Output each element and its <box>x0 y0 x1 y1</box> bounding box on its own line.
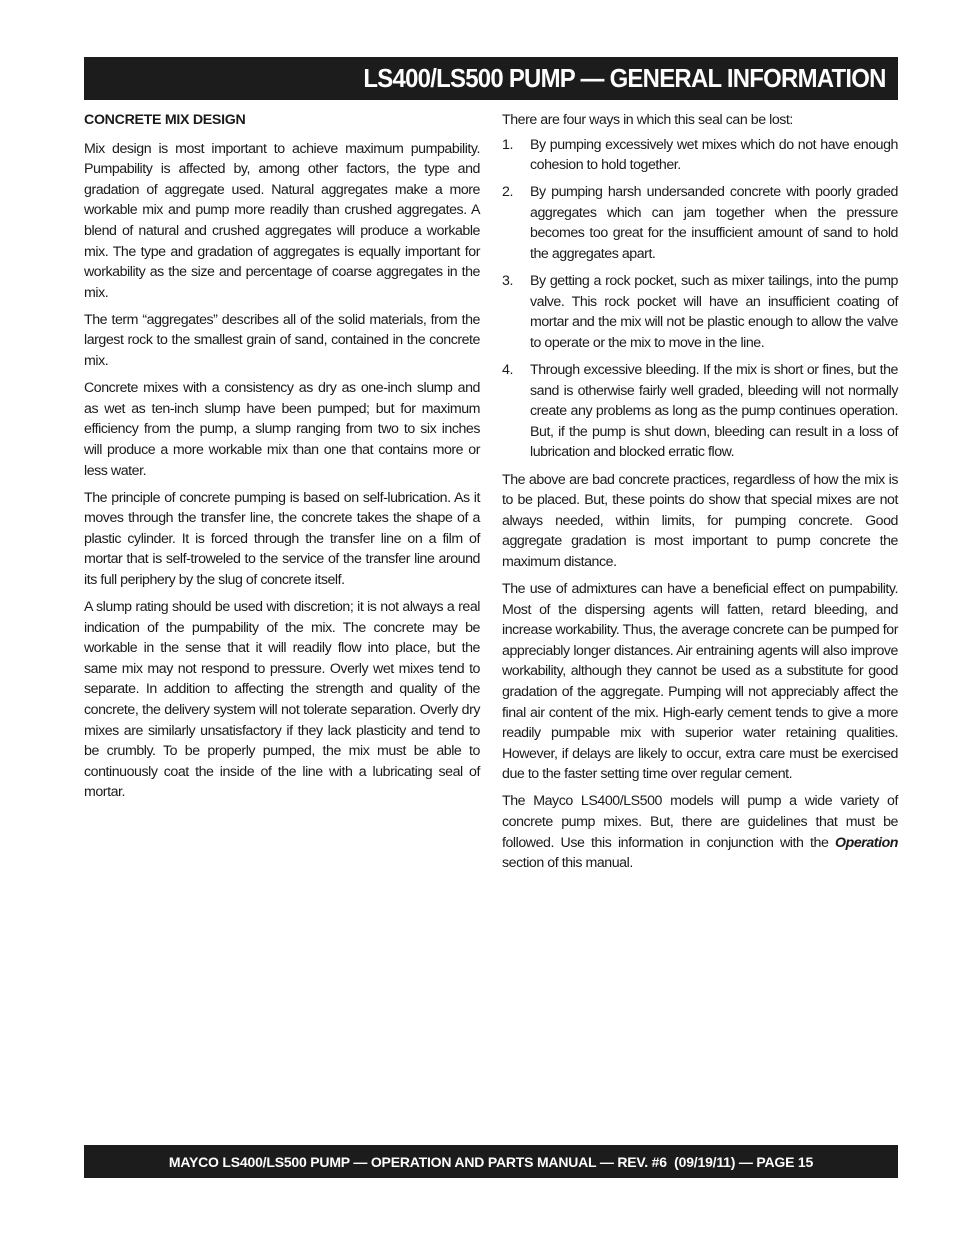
left-column <box>84 110 480 810</box>
paragraph: The term “aggregates” describes all of the solid materials, from the largest rock to the smallest grain of sand, contained in the concrete mix. <box>84 311 480 370</box>
paragraph: The principle of concrete pumping is based on self-lubrication. As it moves through the transfer line, the concrete takes the shape of a plastic cylinder. It is forced through the transfer line on a film of mortar that is self-troweled to the service of the transfer line around its full periphery by the slug of concrete itself. <box>84 489 480 588</box>
paragraph: Mix design is most important to achieve maximum pumpability. Pumpability is affected by, among other factors, the type and gradation of aggregate used. Natural aggregates make a more workable mix and pump more readily than crushed aggregates. A blend of natural and crushed aggregates will produce a workable mix. The type and gradation of aggregates is equally important for workability as the size and percentage of coarse aggregates in the mix. <box>84 140 480 301</box>
paragraph: A slump rating should be used with discretion; it is not always a real indication of the pumpability of the mix. The concrete may be workable in the sense that it will readily flow into place, but the same mix may not respond to pressure. Overly wet mixes tend to separate. In addition to affecting the strength and quality of the concrete, the delivery system will not tolerate separation. Overly dry mixes are similarly unsatisfactory if they lack plasticity and tend to be crumbly. To be properly pumped, the mix must be able to continuously coat the inside of the line with a lubricating seal of mortar. <box>84 599 480 801</box>
list-item-number: 4. <box>502 362 513 379</box>
list-item <box>502 135 898 176</box>
footer-text: MAYCO LS400/LS500 PUMP — OPERATION AND PARTS MANUAL — REV. #6 (09/19/11) — PAGE 15 <box>168 1153 814 1170</box>
list-item-text: By pumping harsh undersanded concrete with poorly graded aggregates which can jam together when the pressure becomes too great for the insufficient amount of sand to hold the aggregates apart. <box>530 184 898 263</box>
paragraph: Concrete mixes with a consistency as dry as one-inch slump and as wet as ten-inch slump have been pumped; but for maximum efficiency from the pump, a slump ranging from two to six inches will produce a more workable mix than one that contains more or less water. <box>84 380 480 479</box>
paragraph-text: The Mayco LS400/LS500 models will pump a wide variety of concrete pump mixes. But, there are guidelines that must be followed. Use this information in conjunction with the <box>502 793 898 851</box>
list-item-text: By pumping excessively wet mixes which do not have enough cohesion to hold together. <box>530 136 898 174</box>
list-item <box>502 271 898 353</box>
page-title: LS400/LS500 PUMP — GENERAL INFORMATION <box>363 63 886 93</box>
right-column <box>502 110 898 880</box>
page-footer-bar <box>84 1145 898 1178</box>
list-item-number: 3. <box>502 273 513 290</box>
section-heading: CONCRETE MIX DESIGN <box>84 112 246 128</box>
page-header-bar <box>84 57 898 100</box>
list-item <box>502 360 898 463</box>
list-item-text: Through excessive bleeding. If the mix is short or fines, but the sand is otherwise fairly well graded, bleeding will not normally create any problems as long as the pump continues operation. But, if the pump is shut down, bleeding can result in a loss of lubrication and blocked erratic flow. <box>530 362 898 461</box>
paragraph: The above are bad concrete practices, regardless of how the mix is to be placed. But, these points do show that special mixes are not always needed, within limits, for pumping concrete. Good aggregate gradation is most important to pump concrete the maximum distance. <box>502 471 898 570</box>
seal-loss-list <box>502 135 898 463</box>
list-intro: There are four ways in which this seal can be lost: <box>502 112 793 128</box>
paragraph-final <box>502 791 898 873</box>
paragraph: The use of admixtures can have a beneficial effect on pumpability. Most of the dispersing agents will fatten, retard bleeding, and increase workability. Thus, the average concrete can be pumped for appreciably longer distances. Air entraining agents will also improve workability, although they cannot be used as a substitute for good gradation of the aggregate. Pumping will not appreciably affect the final air content of the mix. High-early cement tends to give a more readily pumpable mix with superior water retaining qualities. However, if delays are likely to occur, extra care must be exercised due to the faster setting time over regular cement. <box>502 580 898 783</box>
list-item-number: 1. <box>502 136 513 153</box>
operation-emphasis: Operation <box>835 834 898 851</box>
list-item <box>502 182 898 264</box>
list-item-number: 2. <box>502 184 513 201</box>
list-item-text: By getting a rock pocket, such as mixer tailings, into the pump valve. This rock pocket will have an insufficient coating of mortar and the mix will not be plastic enough to allow the valve to operate or the mix to move in the line. <box>530 273 898 351</box>
paragraph-text: section of this manual. <box>502 855 633 872</box>
